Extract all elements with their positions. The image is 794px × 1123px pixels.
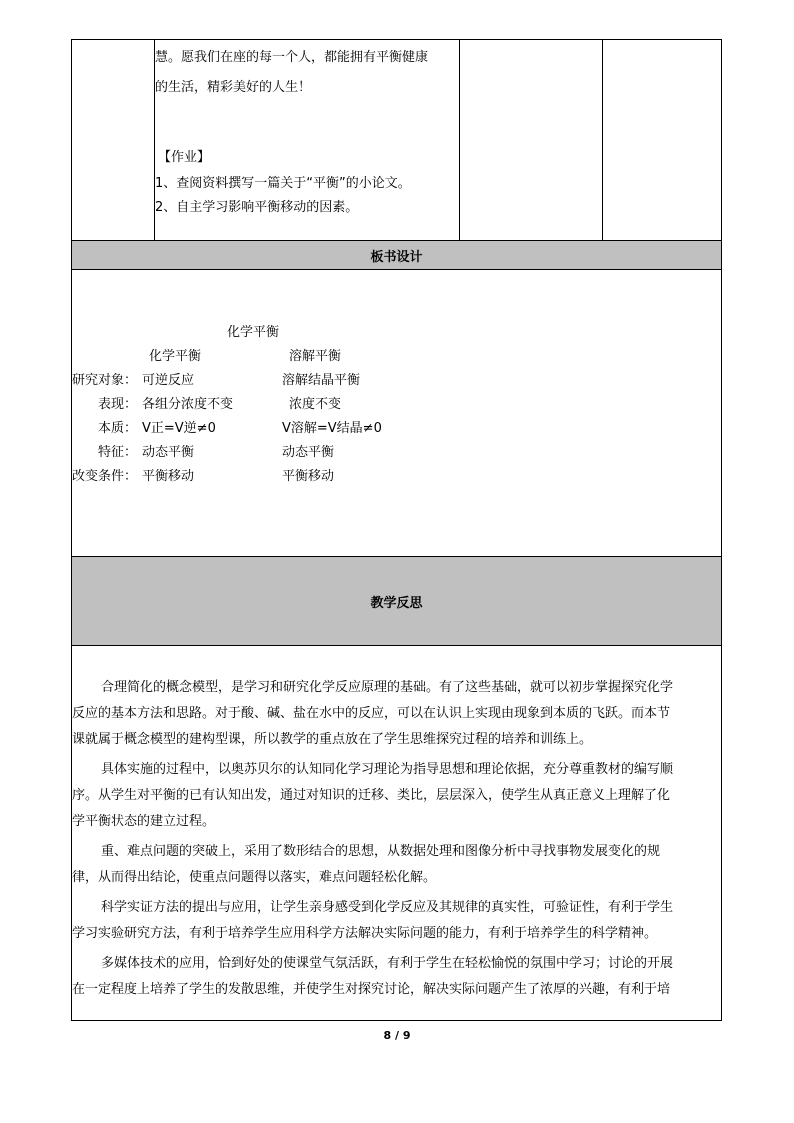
reflection-line: 律，从而得出结论，使重点问题得以落实，难点问题轻松化解。 — [72, 870, 437, 885]
reflection-line: 反应的基本方法和思路。对于酸、碱、盐在水中的反应，可以在认识上实现由现象到本质的飞跃。而本节 — [72, 706, 671, 721]
board-row-c2: 动态平衡 — [282, 445, 335, 460]
reflection-line: 在一定程度上培养了学生的发散思维，并使学生对探究讨论，解决实际问题产生了浓厚的兴趣，有利于培 — [72, 982, 671, 997]
reflection-header: 教学反思 — [72, 557, 721, 646]
board-row-label: 研究对象： — [72, 373, 138, 388]
board-row-c1: V正=V逆≠0 — [142, 421, 216, 436]
board-row-label: 表现： — [98, 397, 138, 412]
board-row-c2: 浓度不变 — [289, 397, 342, 412]
board-col2-head: 溶解平衡 — [289, 349, 342, 364]
board-title: 化学平衡 — [227, 325, 280, 340]
reflection-line: 具体实施的过程中，以奥苏贝尔的认知同化学习理论为指导思想和理论依据，充分尊重教材的编写顺 — [101, 762, 674, 777]
column-divider — [602, 40, 603, 240]
text-line: 的生活，精彩美好的人生！ — [155, 80, 312, 95]
board-design-header: 板书设计 — [72, 241, 721, 270]
process-row — [72, 40, 721, 241]
page-table — [71, 39, 722, 1021]
board-col1-head: 化学平衡 — [149, 349, 202, 364]
reflection-line: 科学实证方法的提出与应用，让学生亲身感受到化学反应及其规律的真实性，可验证性，有利于学生 — [101, 900, 674, 915]
board-design-cell — [72, 270, 721, 557]
board-row-c1: 各组分浓度不变 — [142, 397, 234, 412]
text-line: 慧。愿我们在座的每一个人，都能拥有平衡健康 — [155, 50, 429, 65]
homework-item: 1、查阅资料撰写一篇关于“平衡”的小论文。 — [155, 176, 411, 191]
column-divider — [459, 40, 460, 240]
board-row-c1: 可逆反应 — [142, 373, 195, 388]
board-row-c2: V溶解=V结晶≠0 — [282, 421, 382, 436]
reflection-line: 学平衡状态的建立过程。 — [72, 814, 216, 829]
board-row-label: 改变条件： — [72, 469, 138, 484]
homework-title: 【作业】 — [158, 150, 211, 165]
homework-item: 2、自主学习影响平衡移动的因素。 — [155, 200, 359, 215]
board-row-label: 特征： — [98, 445, 138, 460]
board-row-label: 本质： — [98, 421, 138, 436]
reflection-line: 重、难点问题的突破上，采用了数形结合的思想，从数据处理和图像分析中寻找事物发展变化的规 — [101, 844, 661, 859]
board-row-c1: 平衡移动 — [142, 469, 195, 484]
reflection-line: 多媒体技术的应用，恰到好处的使课堂气氛活跃，有利于学生在轻松愉悦的氛围中学习；讨论的开展 — [101, 956, 674, 971]
reflection-line: 序。从学生对平衡的已有认知出发，通过对知识的迁移、类比，层层深入，使学生从真正意义上理解了化 — [72, 788, 671, 803]
reflection-line: 合理简化的概念模型，是学习和研究化学反应原理的基础。有了这些基础，就可以初步掌握探究化学 — [101, 680, 674, 695]
reflection-line: 课就属于概念模型的建构型课，所以教学的重点放在了学生思维探究过程的培养和训练上。 — [72, 732, 593, 747]
board-row-c2: 溶解结晶平衡 — [282, 373, 361, 388]
page-number: 8 / 9 — [383, 1029, 411, 1042]
board-row-c2: 平衡移动 — [282, 469, 335, 484]
reflection-line: 学习实验研究方法，有利于培养学生应用科学方法解决实际问题的能力，有利于培养学生的科学精神。 — [72, 926, 658, 941]
board-row-c1: 动态平衡 — [142, 445, 195, 460]
